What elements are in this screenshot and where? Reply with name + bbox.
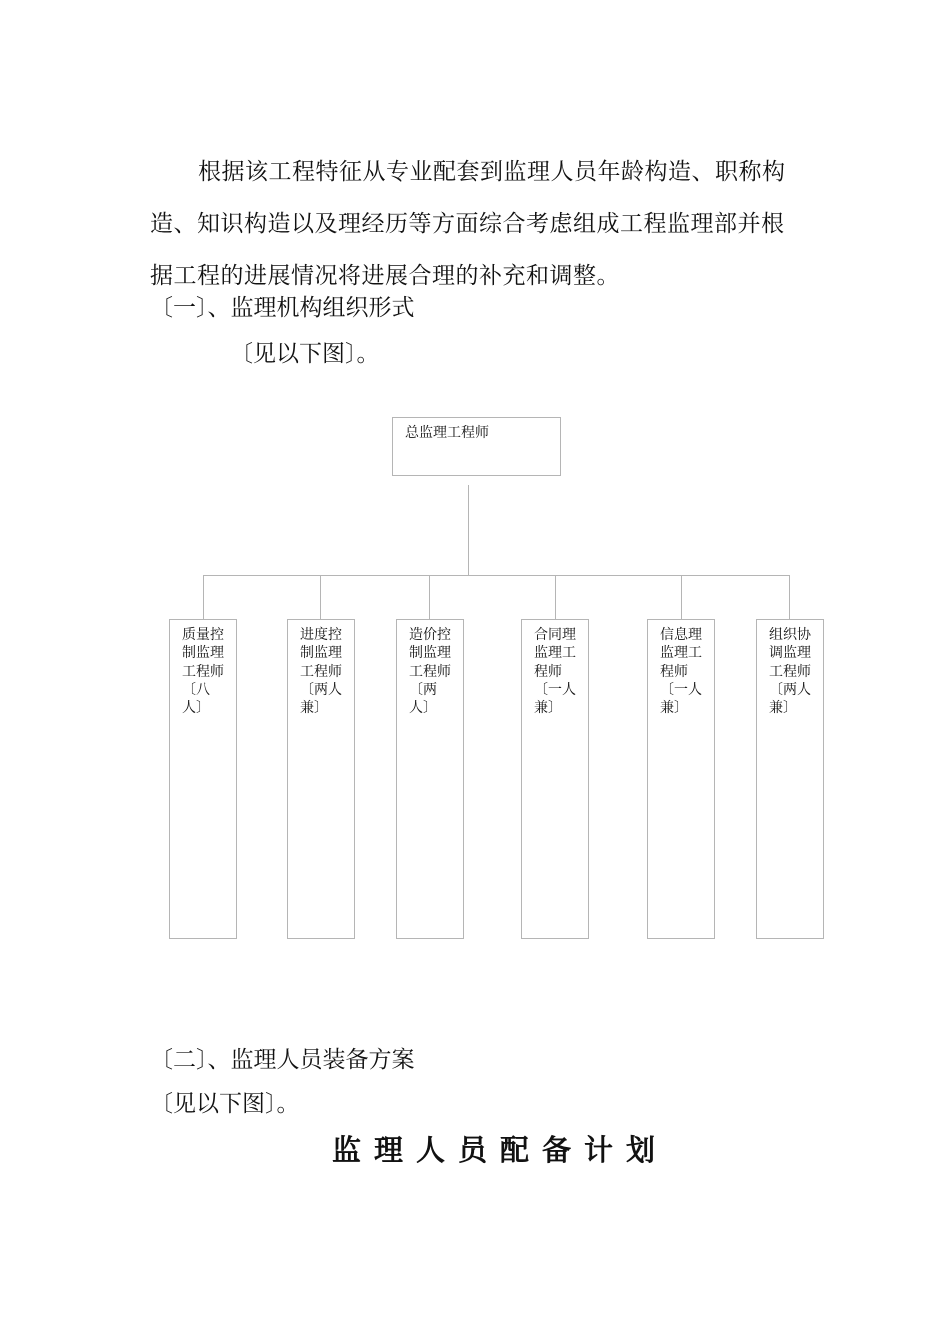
org-connector-drop <box>555 575 556 619</box>
org-connector-drop <box>429 575 430 619</box>
org-node-cost-control: 造价控制监理工程师〔两人〕 <box>396 619 464 939</box>
org-node-quality-control: 质量控制监理工程师〔八人〕 <box>169 619 237 939</box>
section-heading-staffing: 〔二〕、监理人员装备方案 <box>150 1047 415 1073</box>
org-node-contract-management: 合同理监理工程师〔一人兼〕 <box>521 619 589 939</box>
org-connector-drop <box>681 575 682 619</box>
org-connector-drop <box>789 575 790 619</box>
org-connector-drop <box>203 575 204 619</box>
org-node-coordination: 组织协调监理工程师〔两人兼〕 <box>756 619 824 939</box>
org-node-schedule-control: 进度控制监理工程师〔两人兼〕 <box>287 619 355 939</box>
org-node-chief-engineer: 总监理工程师 <box>392 417 561 476</box>
org-node-information-management: 信息理监理工程师〔一人兼〕 <box>647 619 715 939</box>
intro-paragraph: 根据该工程特征从专业配套到监理人员年龄构造、职称构造、知识构造以及理经历等方面综合考虑组成工程监理部并根据工程的进展情况将进展合理的补充和调整。 <box>150 159 786 289</box>
see-figure-note: 〔见以下图〕。 <box>230 341 380 367</box>
org-connector-bus <box>203 575 790 576</box>
section-heading-organization: 〔一〕、监理机构组织形式 <box>150 295 415 321</box>
staffing-plan-title: 监理人员配备计划 <box>331 1133 668 1167</box>
org-connector-trunk <box>468 485 469 575</box>
see-figure-note-2: 〔见以下图〕。 <box>150 1091 300 1117</box>
org-connector-drop <box>320 575 321 619</box>
